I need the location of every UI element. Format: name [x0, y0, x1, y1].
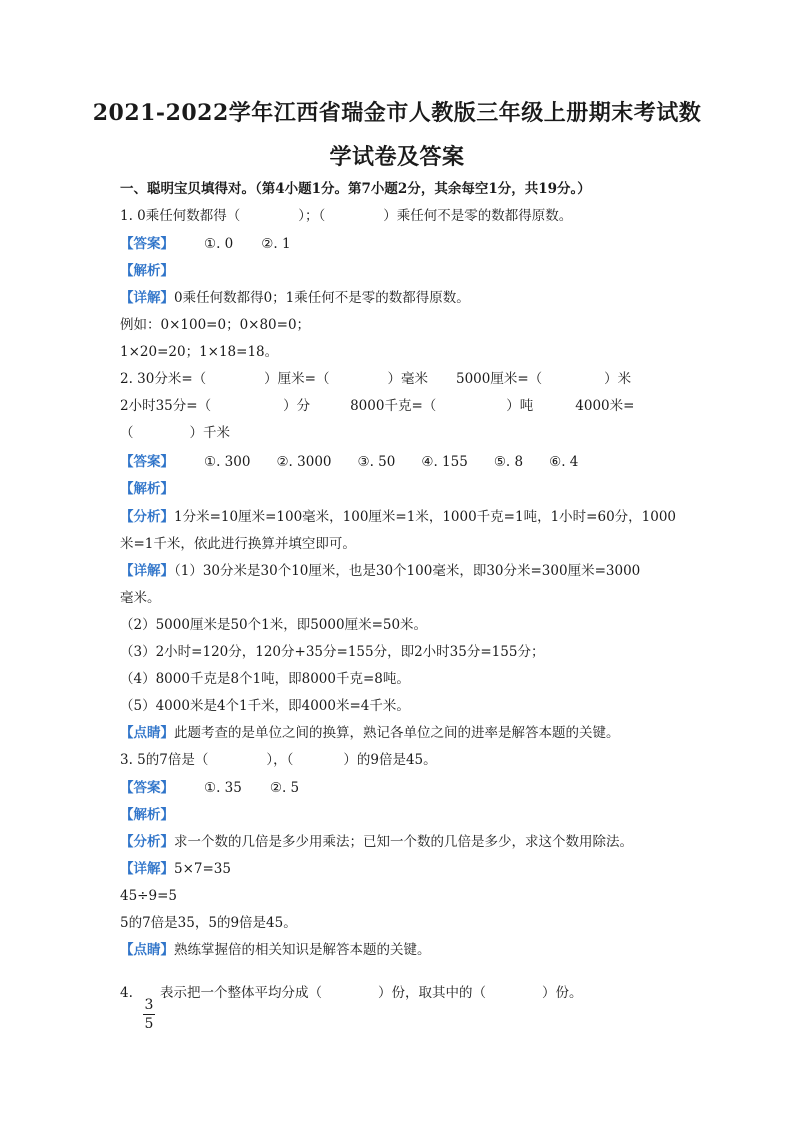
fraction-bar	[143, 1014, 155, 1015]
q2-detail-1: 【详解】（1）30分米是30个10厘米，也是30个100毫米，即30分米=300厘米=3000	[120, 563, 641, 579]
question-3: 3. 5的7倍是（ ），（ ）的9倍是45。	[120, 752, 437, 768]
q1-analysis-tag: 【解析】	[120, 263, 174, 279]
doc-title-line2: 学试卷及答案	[329, 144, 465, 170]
q3-analysis-tag: 【解析】	[120, 807, 174, 823]
q3-answer: 【答案】 ①. 35 ②. 5	[120, 780, 300, 796]
q3-fenxi: 【分析】求一个数的几倍是多少用乘法；已知一个数的几倍是多少，求这个数用除法。	[120, 834, 633, 850]
question-2-line1: 2. 30分米=（ ）厘米=（ ）毫米 5000厘米=（ ）米	[120, 371, 632, 387]
doc-title-line1: 2021-2022学年江西省瑞金市人教版三年级上册期末考试数	[92, 100, 702, 126]
q2-dianjing: 【点睛】此题考查的是单位之间的换算，熟记各单位之间的进率是解答本题的关键。	[120, 725, 620, 741]
question-1: 1. 0乘任何数都得（ ）；（ ）乘任何不是零的数都得原数。	[120, 208, 573, 224]
section-heading: 一、聪明宝贝填得对。（第4小题1分。第7小题2分，其余每空1分，共19分。）	[120, 181, 591, 197]
question-2-line2: 2小时35分=（ ）分 8000千克=（ ）吨 4000米=	[120, 398, 635, 414]
q2-answer: 【答案】 ①. 300 ②. 3000 ③. 50 ④. 155 ⑤. 8 ⑥. 4	[120, 454, 579, 470]
fraction-numerator: 3	[144, 997, 154, 1013]
answer-tag: 【答案】	[120, 780, 174, 796]
q3-detail: 【详解】5×7=35	[120, 861, 231, 877]
fraction-denominator: 5	[144, 1016, 154, 1032]
fraction	[143, 997, 155, 1032]
q2-analysis-tag: 【解析】	[120, 481, 174, 497]
q2-fenxi-2: 米=1千米，依此进行换算并填空即可。	[120, 536, 356, 552]
q2-detail-1b: 毫米。	[120, 590, 161, 606]
answer-tag: 【答案】	[120, 454, 174, 470]
question-2-line3: （ ）千米	[120, 425, 230, 441]
q3-dianjing: 【点睛】熟练掌握倍的相关知识是解答本题的关键。	[120, 942, 431, 958]
q2-detail-4: （4）8000千克是8个1吨，即8000千克=8吨。	[120, 671, 410, 687]
q1-answer: 【答案】 ①. 0 ②. 1	[120, 236, 291, 252]
q1-example-2: 1×20=20；1×18=18。	[120, 344, 279, 360]
q2-detail-5: （5）4000米是4个1千米，即4000米=4千米。	[120, 698, 410, 714]
q1-detail: 【详解】0乘任何数都得0；1乘任何不是零的数都得原数。	[120, 290, 470, 306]
q2-detail-2: （2）5000厘米是50个1米，即5000厘米=50米。	[120, 617, 428, 633]
q2-fenxi-1: 【分析】1分米=10厘米=100毫米，100厘米=1米，1000千克=1吨，1小时=60分，1000	[120, 509, 677, 525]
q1-example-1: 例如：0×100=0；0×80=0；	[120, 317, 311, 333]
q2-detail-3: （3）2小时=120分，120分+35分=155分，即2小时35分=155分；	[120, 644, 545, 660]
q3-conclusion: 5的7倍是35，5的9倍是45。	[120, 915, 297, 931]
question-4-number: 4.	[120, 985, 133, 1001]
answer-tag: 【答案】	[120, 236, 174, 252]
question-4-stem: 表示把一个整体平均分成（ ）份，取其中的（ ）份。	[160, 985, 583, 1001]
q3-calc: 45÷9=5	[120, 888, 177, 904]
